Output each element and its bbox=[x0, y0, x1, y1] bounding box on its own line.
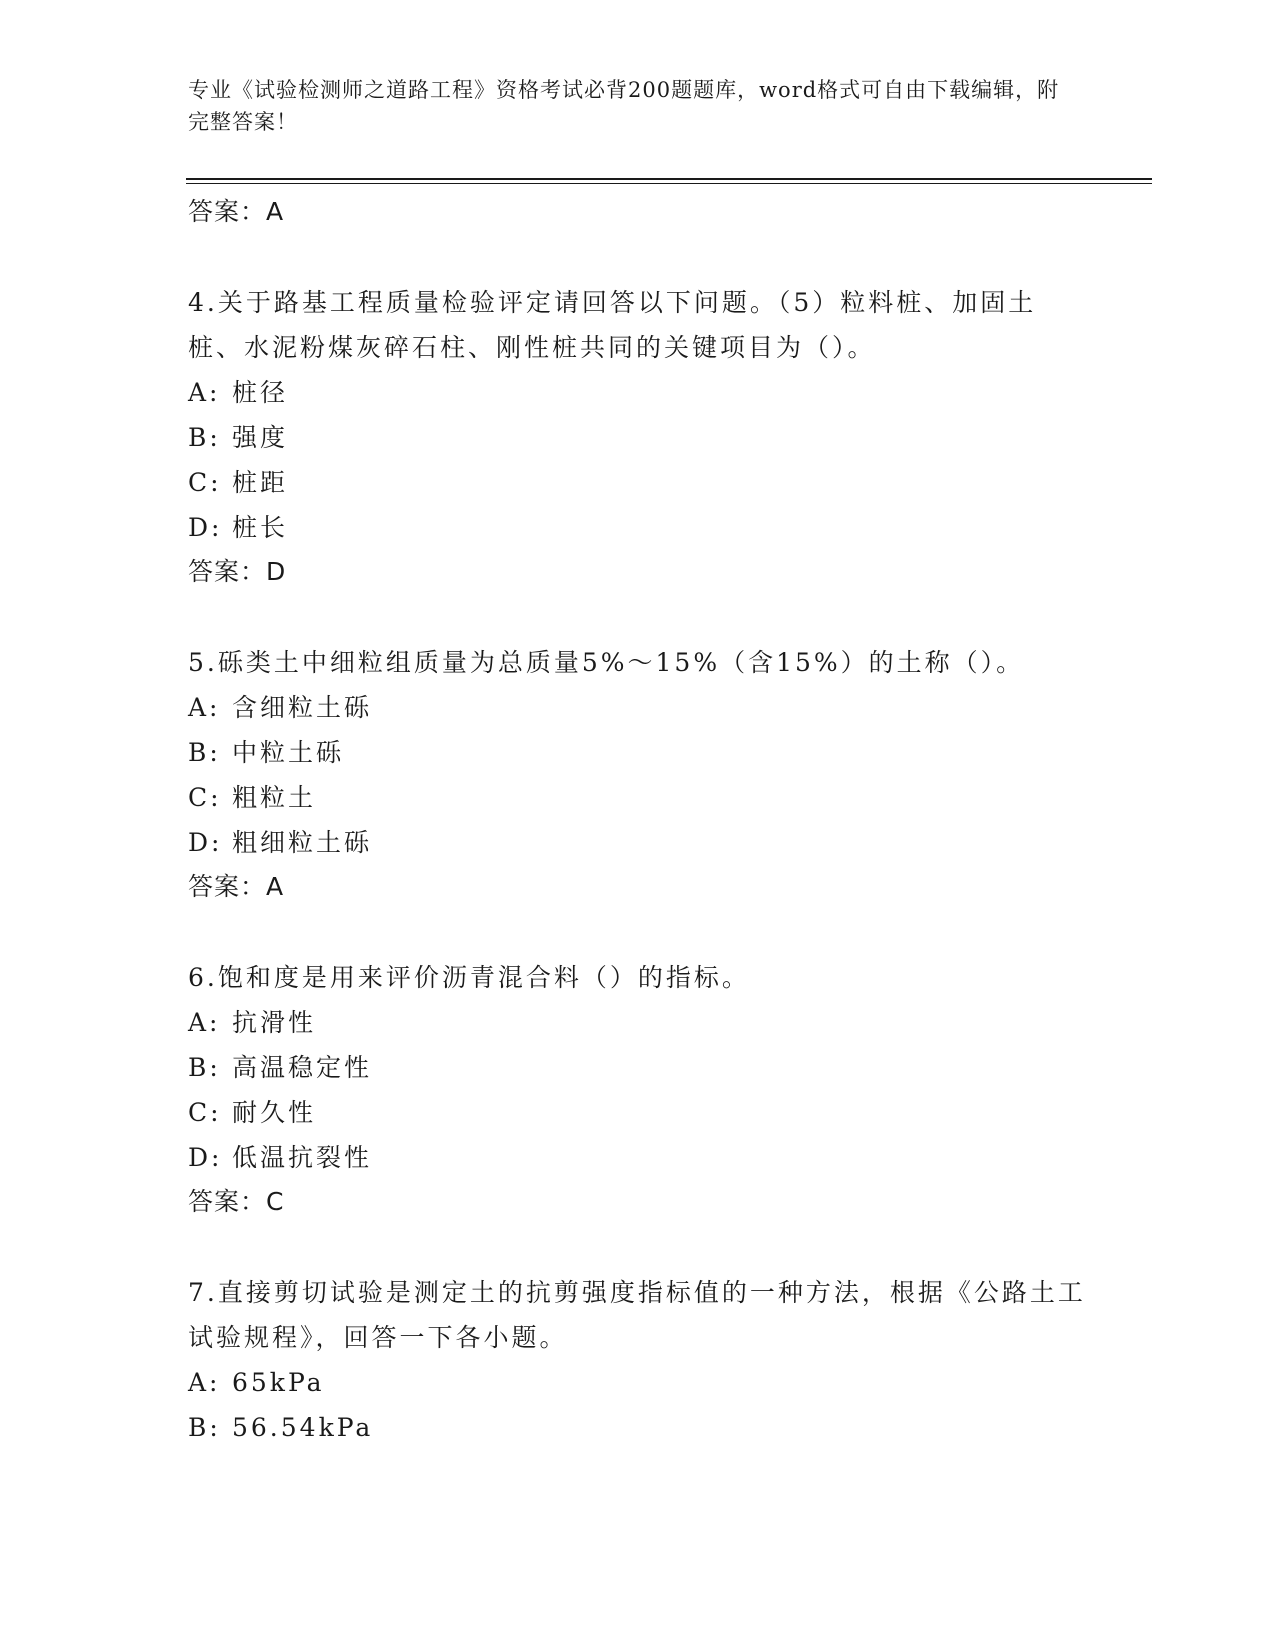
answer-line: 答案：C bbox=[188, 1187, 285, 1216]
page-header: 专业《试验检测师之道路工程》资格考试必背200题题库，word格式可自由下载编辑，附完整答案！ bbox=[188, 78, 1060, 134]
option-text: 65kPa bbox=[232, 1368, 325, 1397]
question-7 bbox=[188, 1270, 1088, 1450]
document-body bbox=[188, 190, 1088, 1450]
option-a bbox=[188, 1000, 1088, 1045]
option-c bbox=[188, 460, 1088, 505]
option-key: C: bbox=[188, 468, 222, 497]
option-text: 桩径 bbox=[232, 378, 289, 407]
option-key: C: bbox=[188, 783, 222, 812]
header-rule-thin bbox=[186, 183, 1152, 184]
answer-line: 答案：A bbox=[188, 197, 285, 226]
option-key: B: bbox=[188, 1413, 221, 1442]
question-stem: 7.直接剪切试验是测定土的抗剪强度指标值的一种方法，根据《公路土工试验规程》，回答一下各小题。 bbox=[188, 1278, 1086, 1352]
question-stem: 5.砾类土中细粒组质量为总质量5%～15%（含15%）的土称（）。 bbox=[188, 648, 1025, 677]
option-a bbox=[188, 685, 1088, 730]
option-text: 抗滑性 bbox=[232, 1008, 317, 1037]
option-d bbox=[188, 820, 1088, 865]
option-key: D: bbox=[188, 828, 223, 857]
option-key: D: bbox=[188, 1143, 223, 1172]
option-text: 含细粒土砾 bbox=[232, 693, 373, 722]
answer-line: 答案：A bbox=[188, 872, 285, 901]
option-text: 耐久性 bbox=[232, 1098, 317, 1127]
option-d bbox=[188, 1135, 1088, 1180]
header-rule-thick bbox=[186, 178, 1152, 180]
option-key: B: bbox=[188, 1053, 221, 1082]
option-key: B: bbox=[188, 423, 221, 452]
option-text: 中粒土砾 bbox=[232, 738, 345, 767]
option-d bbox=[188, 505, 1088, 550]
option-text: 56.54kPa bbox=[232, 1413, 374, 1442]
option-b bbox=[188, 415, 1088, 460]
question-4 bbox=[188, 280, 1088, 594]
option-text: 桩长 bbox=[232, 513, 289, 542]
option-key: B: bbox=[188, 738, 221, 767]
option-text: 低温抗裂性 bbox=[232, 1143, 373, 1172]
question-stem: 6.饱和度是用来评价沥青混合料（）的指标。 bbox=[188, 963, 750, 992]
option-key: A: bbox=[188, 1368, 221, 1397]
option-b bbox=[188, 1405, 1088, 1450]
option-text: 桩距 bbox=[232, 468, 289, 497]
option-c bbox=[188, 1090, 1088, 1135]
option-b bbox=[188, 730, 1088, 775]
option-text: 粗细粒土砾 bbox=[232, 828, 373, 857]
option-text: 粗粒土 bbox=[232, 783, 317, 812]
option-text: 高温稳定性 bbox=[232, 1053, 373, 1082]
option-c bbox=[188, 775, 1088, 820]
option-b bbox=[188, 1045, 1088, 1090]
question-stem: 4.关于路基工程质量检验评定请回答以下问题。（5）粒料桩、加固土桩、水泥粉煤灰碎石柱、刚性桩共同的关键项目为（）。 bbox=[188, 288, 1037, 362]
answer-line: 答案：D bbox=[188, 557, 287, 586]
option-key: D: bbox=[188, 513, 223, 542]
option-key: A: bbox=[188, 693, 221, 722]
question-5 bbox=[188, 640, 1088, 909]
option-text: 强度 bbox=[232, 423, 289, 452]
question-6 bbox=[188, 955, 1088, 1224]
option-a bbox=[188, 1360, 1088, 1405]
option-key: A: bbox=[188, 378, 221, 407]
option-key: A: bbox=[188, 1008, 221, 1037]
option-key: C: bbox=[188, 1098, 222, 1127]
option-a bbox=[188, 370, 1088, 415]
